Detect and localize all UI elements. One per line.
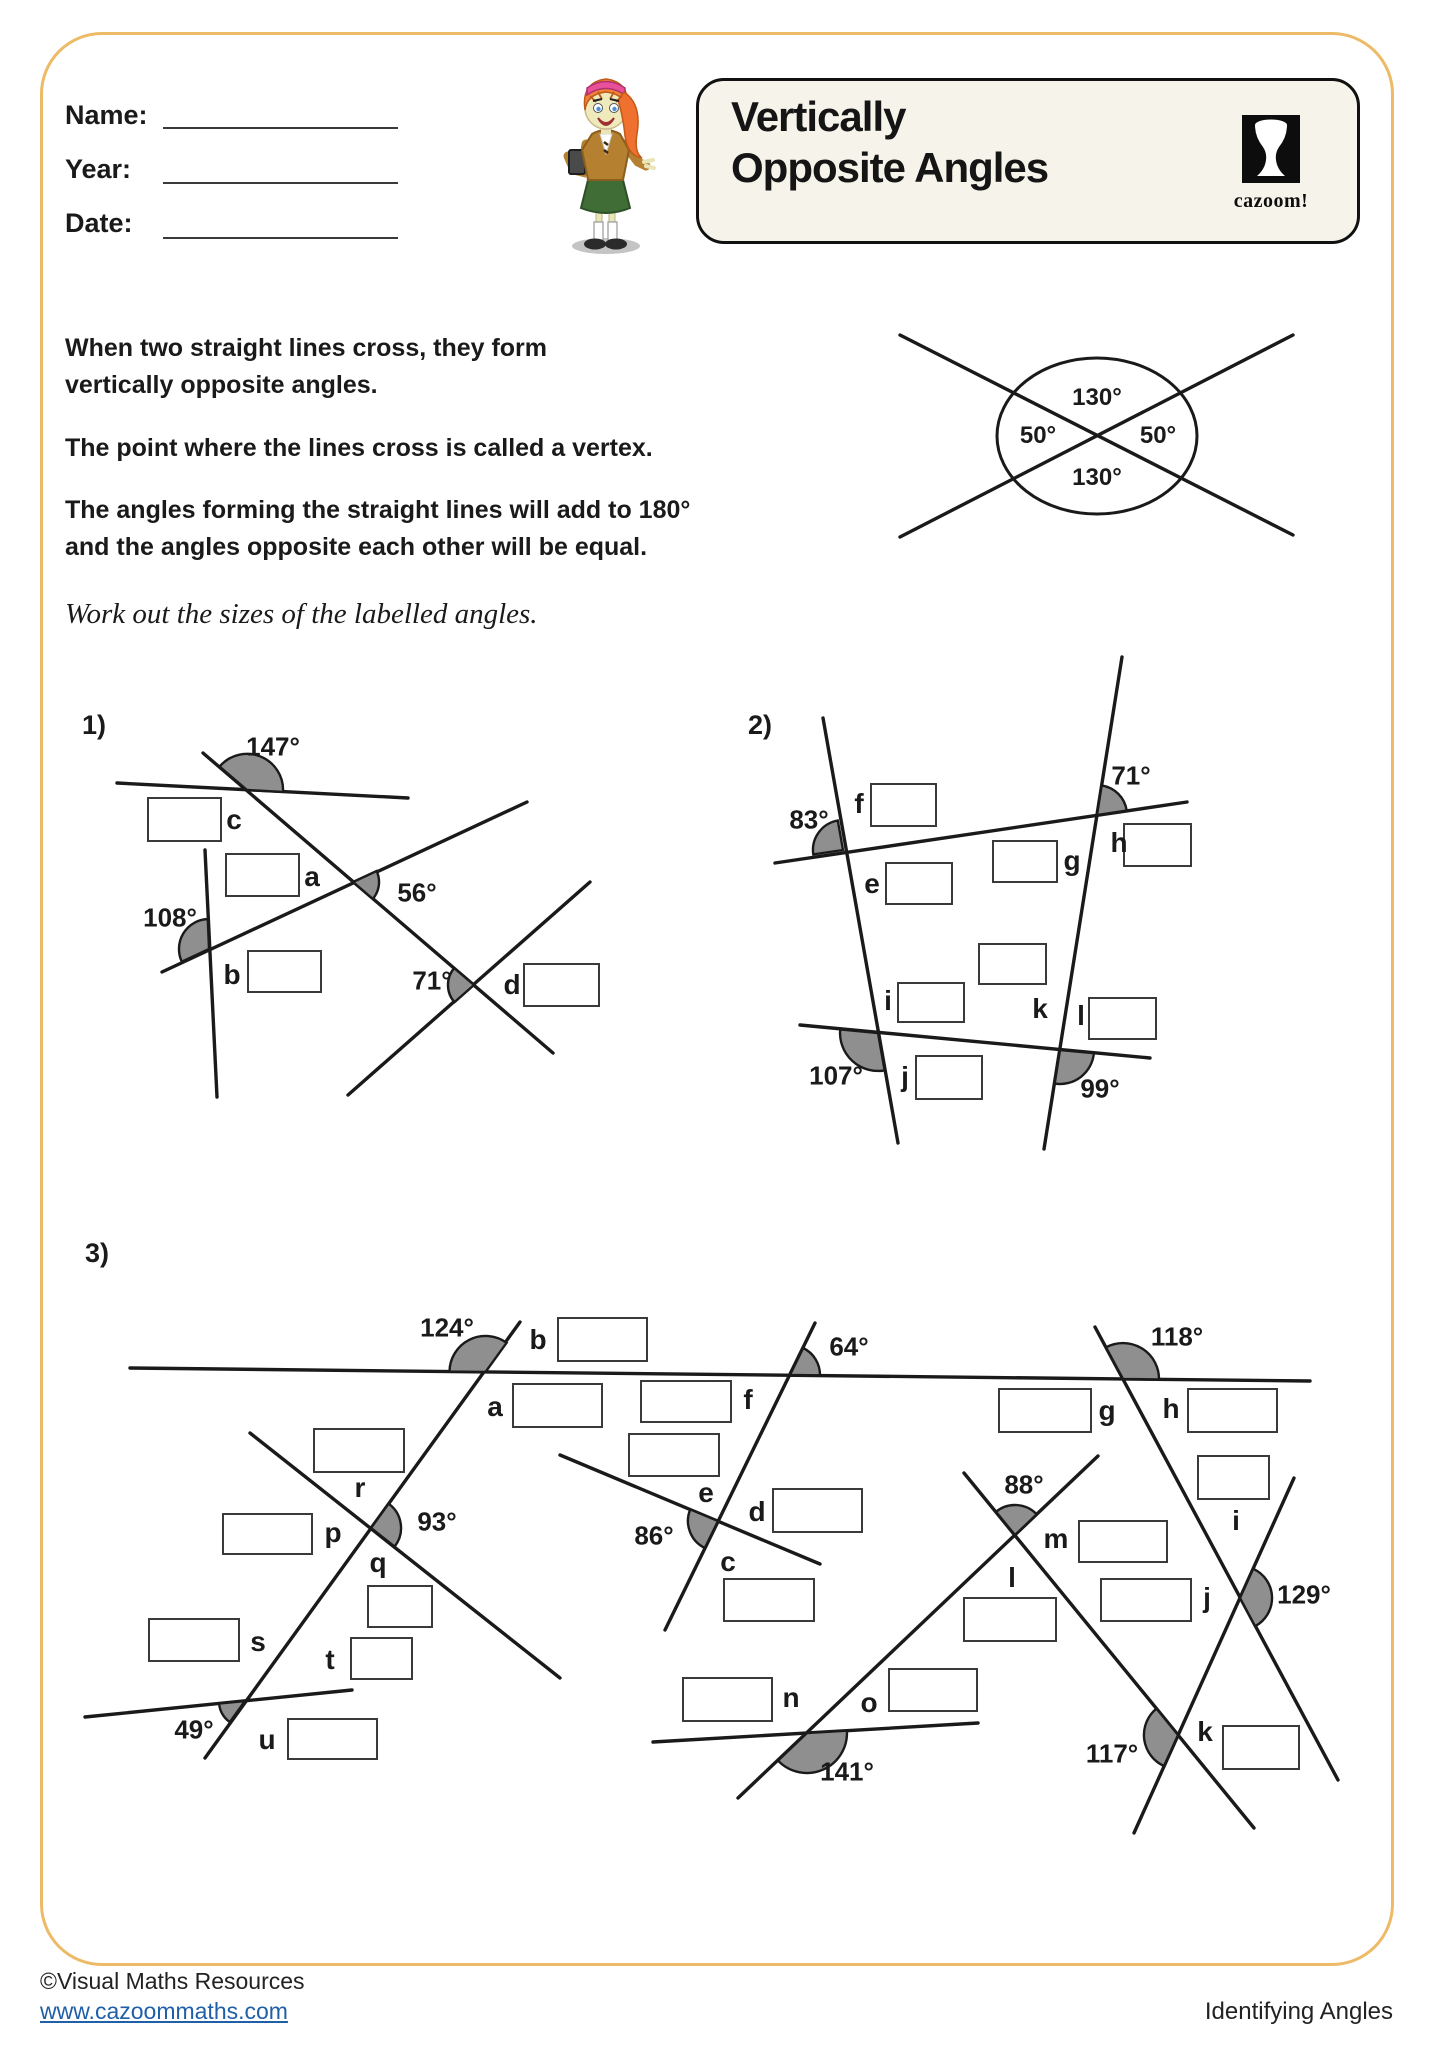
p2-answer-box-e[interactable] <box>885 862 953 905</box>
p3-letter-s: s <box>250 1626 266 1657</box>
problem-1-number: 1) <box>82 710 107 740</box>
p2-letter-i: i <box>884 985 892 1016</box>
p3-angle-arc-49 <box>219 1701 245 1722</box>
p3-angle-label-93: 93° <box>417 1506 457 1537</box>
title-box <box>696 78 1360 244</box>
p3-letter-n: n <box>782 1682 800 1713</box>
p2-answer-box-h[interactable] <box>1123 823 1192 867</box>
girl-mascot-illustration <box>552 58 656 258</box>
p3-answer-box-s[interactable] <box>148 1618 240 1662</box>
p3-answer-box-m[interactable] <box>1078 1520 1168 1563</box>
p3-angle-arc-86 <box>688 1509 718 1548</box>
p2-letter-l: l <box>1077 1000 1085 1031</box>
p3-angle-arc-117 <box>1144 1709 1178 1766</box>
p3-letter-t: t <box>325 1644 335 1675</box>
p3-answer-box-p[interactable] <box>222 1513 313 1555</box>
footer-copyright: ©Visual Maths Resources <box>40 1968 305 1994</box>
p2-letter-k: k <box>1032 993 1048 1024</box>
name-label: Name: <box>65 100 148 130</box>
p3-angle-label-118: 118° <box>1150 1321 1204 1352</box>
intro-p1-text: When two straight lines cross, they form <box>65 334 548 362</box>
p3-angle-label-124: 124° <box>420 1312 474 1343</box>
p3-answer-box-k[interactable] <box>1222 1725 1300 1770</box>
p2-answer-box-i[interactable] <box>897 982 965 1023</box>
p3-angle-arc-93 <box>371 1504 401 1547</box>
p3-answer-box-b[interactable] <box>557 1317 648 1362</box>
p3-angle-arc-129 <box>1240 1569 1272 1626</box>
p1-answer-box-b[interactable] <box>247 950 322 993</box>
date-label: Date: <box>65 208 133 238</box>
p3-answer-box-q[interactable] <box>367 1585 433 1628</box>
p3-answer-box-r[interactable] <box>313 1428 405 1473</box>
intro-p2-text: The point where the lines cross is called a <box>65 434 573 462</box>
cazoom-drum-icon <box>1242 115 1300 183</box>
p1-letter-b: b <box>223 959 241 990</box>
p1-letter-d: d <box>503 969 521 1000</box>
intro-p2-period: . <box>645 434 653 462</box>
p1-line-4 <box>205 850 217 1097</box>
p3-angle-label-88: 88° <box>1004 1469 1044 1500</box>
p3-answer-box-e[interactable] <box>628 1433 720 1477</box>
p3-answer-box-n[interactable] <box>682 1677 773 1722</box>
intro-p2-keyword: vertex <box>572 434 646 462</box>
page-title <box>731 91 1048 193</box>
intro-p3-line2: and the angles opposite each other will be equal. <box>65 533 648 561</box>
p1-letter-a: a <box>304 861 320 892</box>
p1-angle-label-71: 71° <box>412 965 452 996</box>
p3-angle-label-49: 49° <box>174 1714 214 1745</box>
p3-answer-box-d[interactable] <box>772 1488 863 1533</box>
p3-answer-box-g[interactable] <box>998 1388 1092 1433</box>
p2-letter-j: j <box>901 1061 909 1092</box>
p3-letter-a: a <box>487 1391 503 1422</box>
date-field-line[interactable] <box>163 237 398 239</box>
instruction-text: Work out the sizes of the labelled angles. <box>65 598 538 630</box>
p3-answer-box-f[interactable] <box>640 1380 732 1423</box>
p3-letter-b: b <box>529 1324 547 1355</box>
p3-angle-label-64: 64° <box>829 1331 869 1362</box>
intro-paragraph-2 <box>65 430 745 467</box>
year-label: Year: <box>65 154 132 184</box>
example-angle-bottom: 130° <box>1072 464 1122 491</box>
p1-answer-box-a[interactable] <box>225 853 300 897</box>
p2-letter-h: h <box>1110 827 1128 858</box>
p3-answer-box-j[interactable] <box>1100 1578 1192 1622</box>
problem-2-number: 2) <box>748 710 773 740</box>
p1-angle-label-108: 108° <box>143 902 197 933</box>
intro-paragraph-3 <box>65 492 745 566</box>
p3-letter-p: p <box>324 1517 342 1548</box>
p2-answer-box-j[interactable] <box>915 1055 983 1100</box>
p1-angle-arc-71 <box>448 968 474 1002</box>
problem-3-number: 3) <box>85 1238 110 1268</box>
p3-answer-box-c[interactable] <box>723 1578 815 1622</box>
p3-answer-box-i[interactable] <box>1197 1455 1270 1500</box>
p3-letter-k: k <box>1197 1716 1213 1747</box>
page-title-line1: Vertically <box>731 93 906 140</box>
p2-angle-label-99: 99° <box>1080 1073 1120 1104</box>
p3-letter-f: f <box>743 1384 753 1415</box>
p3-letter-g: g <box>1098 1395 1116 1426</box>
cazoom-wordmark: cazoom! <box>1233 190 1309 212</box>
p2-letter-e: e <box>864 868 880 899</box>
p3-angle-label-129: 129° <box>1277 1579 1331 1610</box>
p3-letter-m: m <box>1043 1523 1069 1554</box>
example-angle-top: 130° <box>1072 384 1122 411</box>
example-angle-right: 50° <box>1139 422 1177 449</box>
p3-letter-r: r <box>354 1472 366 1503</box>
p2-angle-label-107: 107° <box>809 1060 863 1091</box>
p2-angle-label-83: 83° <box>789 804 829 835</box>
p2-letter-g: g <box>1063 845 1081 876</box>
cazoom-logo <box>1213 115 1329 213</box>
p3-letter-j: j <box>1203 1582 1211 1613</box>
intro-paragraph-1 <box>65 330 705 404</box>
year-field-line[interactable] <box>163 182 398 184</box>
p2-angle-label-71: 71° <box>1111 760 1151 791</box>
p3-angle-label-117: 117° <box>1085 1738 1139 1769</box>
p2-answer-box-g[interactable] <box>992 840 1058 883</box>
p3-letter-i: i <box>1232 1505 1240 1536</box>
p3-angle-label-86: 86° <box>634 1520 674 1551</box>
p3-answer-box-a[interactable] <box>512 1383 603 1428</box>
footer-website-link[interactable]: www.cazoommaths.com <box>40 1998 288 2024</box>
intro-p3-line1: The angles forming the straight lines will add to 180° <box>65 496 691 524</box>
p3-letter-u: u <box>258 1724 276 1755</box>
page-title-line2: Opposite Angles <box>731 144 1049 191</box>
p3-answer-box-u[interactable] <box>287 1718 378 1760</box>
p3-answer-box-o[interactable] <box>888 1668 978 1712</box>
p2-answer-box-l[interactable] <box>1088 997 1157 1040</box>
p3-angle-label-141: 141° <box>820 1756 874 1787</box>
p3-letter-l: l <box>1008 1562 1016 1593</box>
example-angle-left: 50° <box>1019 422 1057 449</box>
p1-angle-label-56: 56° <box>397 877 437 908</box>
p2-answer-box-f[interactable] <box>870 783 937 827</box>
footer-topic: Identifying Angles <box>1204 1998 1393 2025</box>
p3-letter-d: d <box>748 1496 766 1527</box>
p3-letter-h: h <box>1162 1393 1180 1424</box>
intro-p1-keyword: vertically opposite angles. <box>65 371 378 399</box>
p3-angle-arc-88 <box>996 1505 1037 1535</box>
p3-letter-q: q <box>369 1547 387 1578</box>
p3-letter-c: c <box>720 1546 736 1577</box>
p3-letter-o: o <box>860 1687 878 1718</box>
p3-letter-e: e <box>698 1477 714 1508</box>
p3-answer-box-l[interactable] <box>963 1597 1057 1642</box>
p1-letter-c: c <box>226 804 242 835</box>
p1-answer-box-d[interactable] <box>523 963 600 1007</box>
p1-angle-label-147: 147° <box>246 731 300 762</box>
p2-letter-f: f <box>854 788 864 819</box>
p1-answer-box-c[interactable] <box>147 797 222 842</box>
footer-link-wrap <box>40 1998 288 2025</box>
p3-answer-box-t[interactable] <box>350 1637 413 1680</box>
name-field-line[interactable] <box>163 127 398 129</box>
p3-answer-box-h[interactable] <box>1187 1388 1278 1433</box>
p2-answer-box-k[interactable] <box>978 943 1047 985</box>
